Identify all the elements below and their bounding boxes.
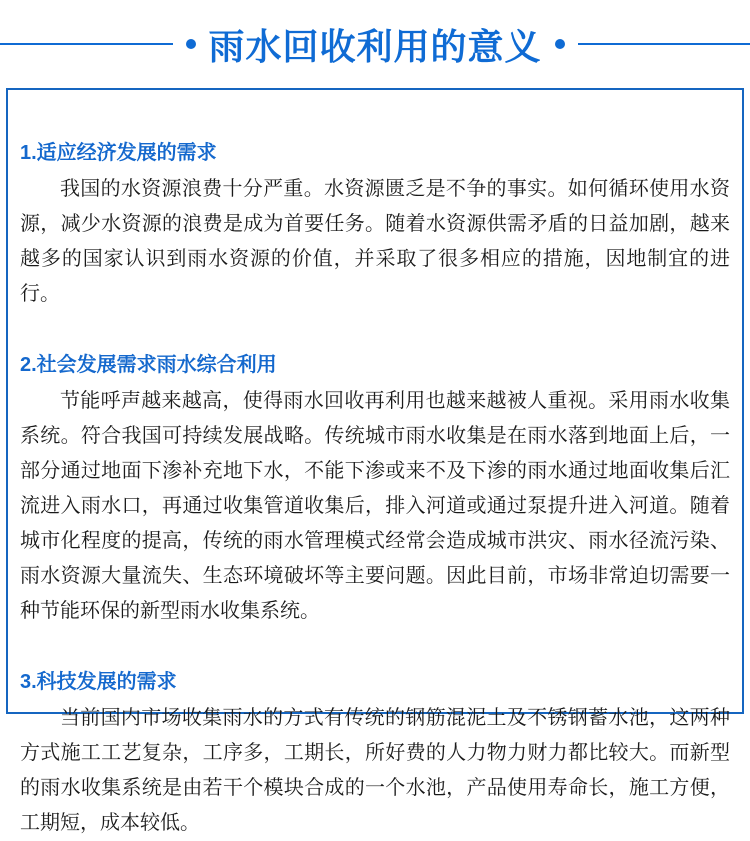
content-section [20, 142, 730, 312]
title-rule-right [578, 43, 750, 45]
title-dot-right-icon [555, 39, 565, 49]
content-section [20, 354, 730, 629]
section-body: 节能呼声越来越高，使得雨水回收再利用也越来越被人重视。采用雨水收集系统。符合我国可持续发展战略。传统城市雨水收集是在雨水落到地面上后，一部分通过地面下渗补充地下水，不能下渗或来不及下渗的雨水通过地面收集后汇流进入雨水口，再通过收集管道收集后，排入河道或通过泵提升进入河道。随着城市化程度的提高，传统的雨水管理模式经常会造成城市洪灾、雨水径流污染、雨水资源大量流失、生态环境破坏等主要问题。因此目前，市场非常迫切需要一种节能环保的新型雨水收集系统。 [20, 390, 730, 622]
section-body: 我国的水资源浪费十分严重。水资源匮乏是不争的事实。如何循环使用水资源，减少水资源的浪费是成为首要任务。随着水资源供需矛盾的日益加剧，越来越多的国家认识到雨水资源的价值，并采取了很多相应的措施，因地制宜的进行。 [20, 178, 730, 305]
section-heading: 1.适应经济发展的需求 [20, 142, 217, 164]
page-title: 雨水回收利用的意义 [208, 25, 542, 67]
page-title-row [0, 0, 750, 88]
content-section [20, 671, 730, 841]
content-box [6, 88, 744, 834]
section-heading: 3.科技发展的需求 [20, 671, 177, 693]
section-body: 当前国内市场收集雨水的方式有传统的钢筋混泥土及不锈钢蓄水池，这两种方式施工工艺复杂，工序多，工期长，所好费的人力物力财力都比较大。而新型的雨水收集系统是由若干个模块合成的一个水池，产品使用寿命长，施工方便，工期短，成本较低。 [20, 707, 730, 834]
title-dot-left-icon [186, 39, 196, 49]
section-heading: 2.社会发展需求雨水综合利用 [20, 354, 277, 376]
title-rule-left [0, 43, 173, 45]
